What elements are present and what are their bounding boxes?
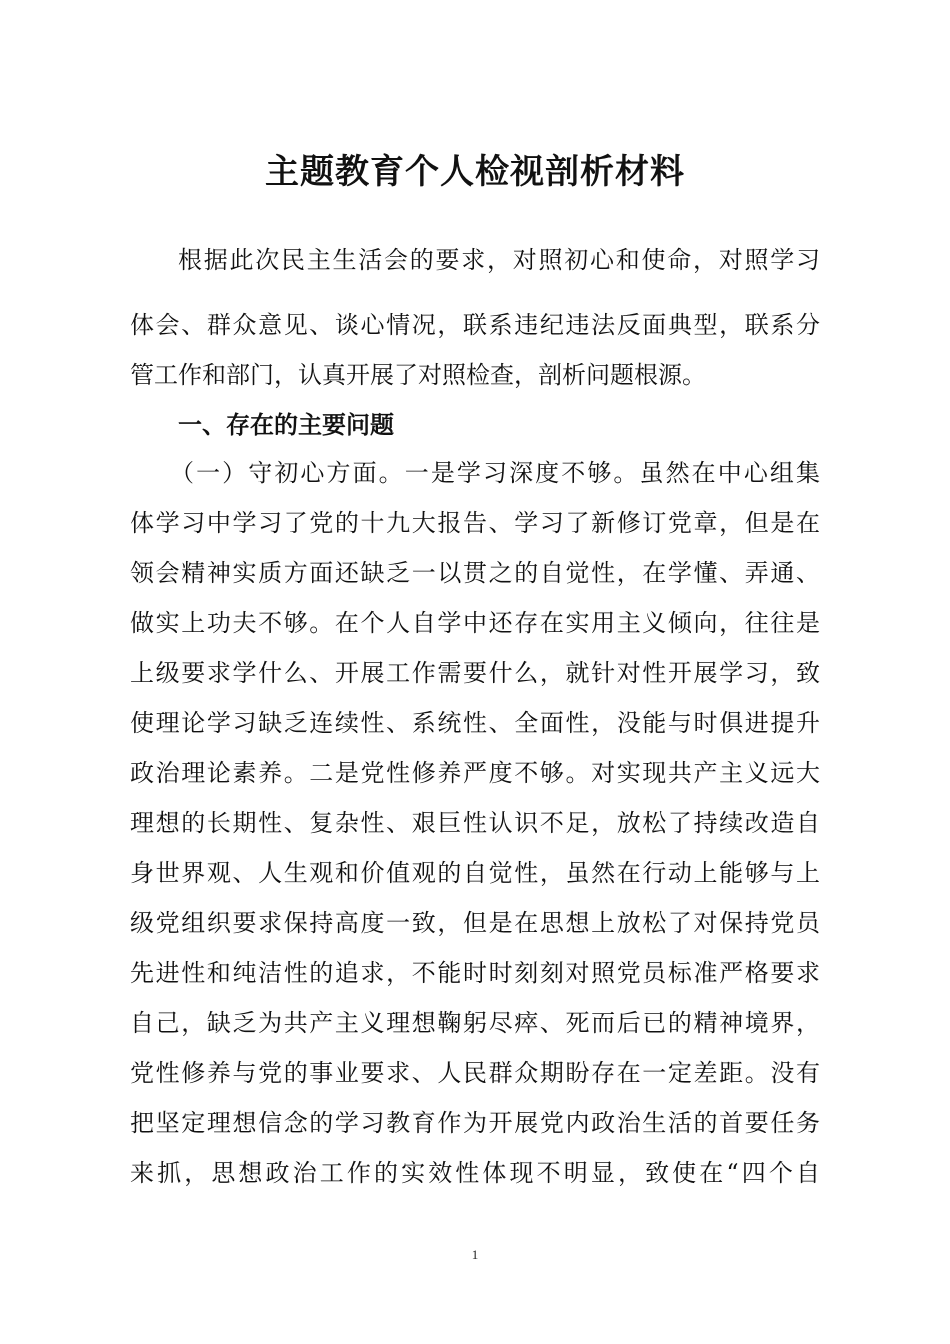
intro-line: 体会、群众意见、谈心情况，联系违纪违法反面典型，联系分 <box>130 311 820 339</box>
body-line: 政治理论素养。二是党性修养严度不够。对实现共产主义远大 <box>130 759 820 787</box>
paragraph-first-line <box>170 448 820 498</box>
body-line: 体学习中学习了党的十九大报告、学习了新修订党章，但是在 <box>130 509 820 537</box>
body-line: 使理论学习缺乏连续性、系统性、全面性，没能与时俱进提升 <box>130 709 820 737</box>
body-line: 先进性和纯洁性的追求，不能时时刻刻对照党员标准严格要求 <box>130 959 820 987</box>
body-line: 把坚定理想信念的学习教育作为开展党内政治生活的首要任务 <box>130 1109 820 1137</box>
body-line: 做实上功夫不够。在个人自学中还存在实用主义倾向，往往是 <box>130 609 820 637</box>
body-line: 级党组织要求保持高度一致，但是在思想上放松了对保持党员 <box>130 909 820 937</box>
body-line: 领会精神实质方面还缺乏一以贯之的自觉性，在学懂、弄通、 <box>130 559 820 587</box>
body-line: 党性修养与党的事业要求、人民群众期盼存在一定差距。没有 <box>130 1059 820 1087</box>
section-heading: 一、存在的主要问题 <box>178 411 394 439</box>
document-title: 主题教育个人检视剖析材料 <box>265 152 685 192</box>
page-number: 1 <box>471 1247 479 1262</box>
body-text: 一是学习深度不够。虽然在中心组集 <box>404 459 820 487</box>
intro-line: 根据此次民主生活会的要求，对照初心和使命，对照学习 <box>178 246 820 274</box>
body-line: 上级要求学什么、开展工作需要什么，就针对性开展学习，致 <box>130 659 820 687</box>
body-line: 自己，缺乏为共产主义理想鞠躬尽瘁、死而后已的精神境界， <box>130 1009 820 1037</box>
intro-line: 管工作和部门，认真开展了对照检查，剖析问题根源。 <box>130 361 706 389</box>
subsection-lead: （一）守初心方面。 <box>170 459 405 487</box>
body-line: 理想的长期性、复杂性、艰巨性认识不足，放松了持续改造自 <box>130 809 820 837</box>
body-line: 来抓，思想政治工作的实效性体现不明显，致使在“四个自 <box>130 1159 820 1187</box>
body-line: 身世界观、人生观和价值观的自觉性，虽然在行动上能够与上 <box>130 859 820 887</box>
